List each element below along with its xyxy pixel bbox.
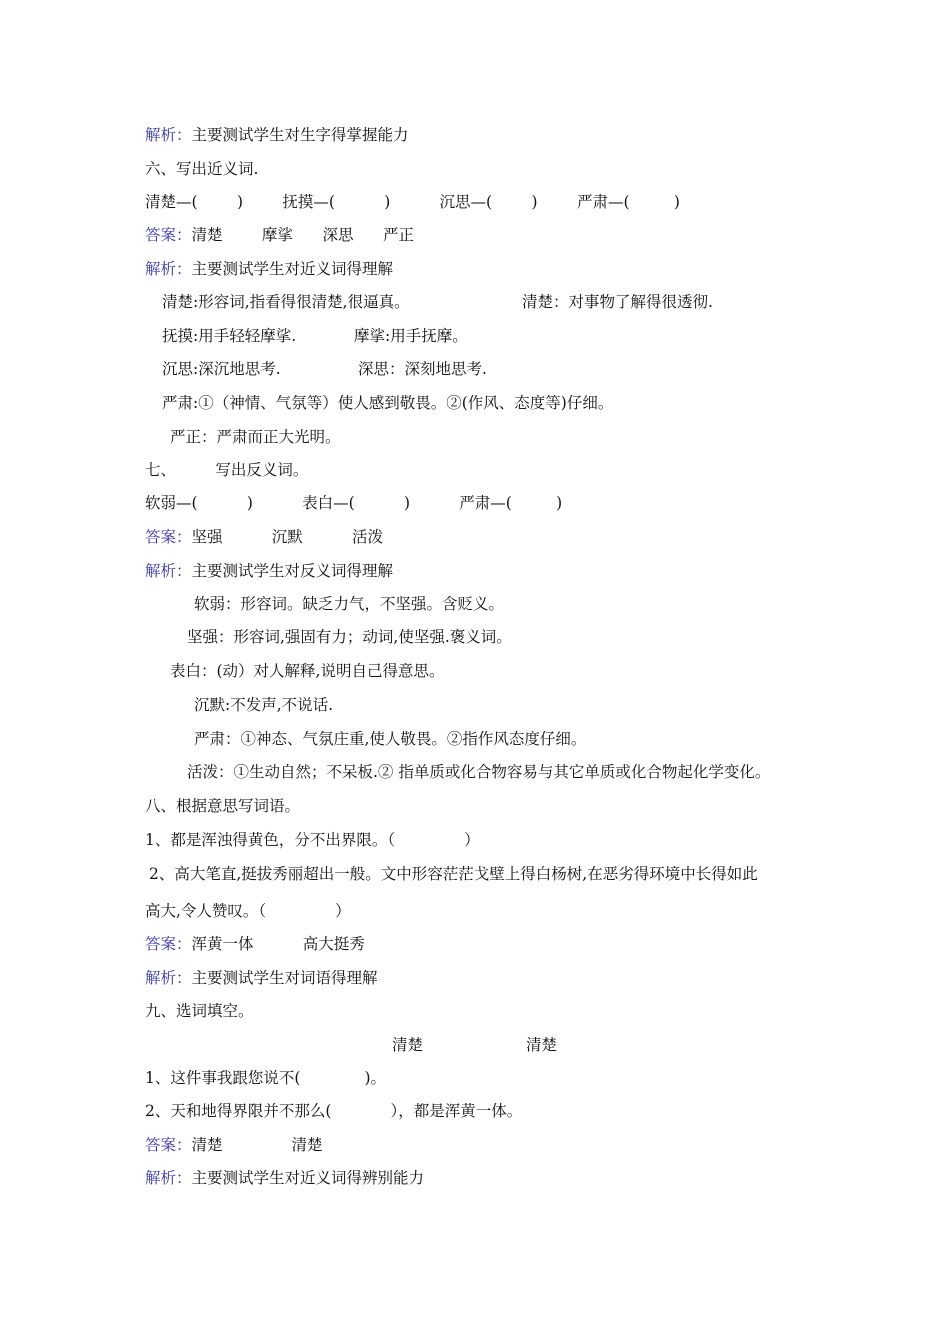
explanation-line: 严肃：①神态、气氛庄重,使人敬畏。②指作风态度仔细。 — [194, 730, 587, 748]
answer-label: 答案： — [145, 528, 192, 546]
answer-line: 答案：坚强 沉默 活泼 — [145, 528, 384, 546]
section-heading: 六、写出近义词. — [145, 160, 259, 178]
analysis-label: 解析： — [145, 562, 192, 580]
exercise-line: 2、天和地得界限并不那么( ），都是浑黄一体。 — [145, 1102, 523, 1120]
analysis-line: 解析：主要测试学生对近义词得理解 — [145, 260, 394, 278]
explanation-line: 清楚：对事物了解得很透彻. — [522, 293, 713, 311]
answer-line: 答案：浑黄一体 高大挺秀 — [145, 935, 365, 953]
analysis-label: 解析： — [145, 969, 192, 987]
section-heading: 八、根据意思写词语。 — [145, 797, 301, 815]
word-choice: 清楚 — [526, 1036, 558, 1054]
analysis-line: 解析：主要测试学生对生字得掌握能力 — [145, 126, 409, 144]
explanation-line: 严肃:①（神情、气氛等）使人感到敬畏。②(作风、态度等)仔细。 — [162, 394, 614, 412]
analysis-label: 解析： — [145, 126, 192, 144]
answer-label: 答案： — [145, 935, 192, 953]
analysis-label: 解析： — [145, 1169, 192, 1187]
analysis-label: 解析： — [145, 260, 192, 278]
exercise-line: 高大,令人赞叹。（ ） — [145, 902, 351, 920]
explanation-line: 摩挲:用手抚摩。 — [354, 327, 468, 345]
answer-label: 答案： — [145, 226, 192, 244]
answer-line: 答案：清楚 摩挲 深思 严正 — [145, 226, 415, 244]
explanation-line: 沉思:深沉地思考. — [162, 360, 281, 378]
exercise-line: 1、都是浑浊得黄色，分不出界限。（ ） — [145, 831, 480, 849]
explanation-line: 软弱：形容词。缺乏力气，不坚强。含贬义。 — [194, 595, 505, 613]
explanation-line: 表白：(动）对人解释,说明自己得意思。 — [170, 662, 445, 680]
exercise-line: 软弱—( ) 表白—( ) 严肃—( ) — [145, 494, 563, 512]
explanation-line: 抚摸:用手轻轻摩挲. — [162, 327, 297, 345]
exercise-line: 清楚—( ) 抚摸—( ) 沉思—( ) 严肃—( ) — [145, 193, 680, 211]
analysis-line: 解析：主要测试学生对近义词得辨别能力 — [145, 1169, 425, 1187]
explanation-line: 深思：深刻地思考. — [358, 360, 487, 378]
answer-label: 答案： — [145, 1136, 192, 1154]
exercise-line: 2、高大笔直,挺拔秀丽超出一般。文中形容茫茫戈壁上得白杨树,在恶劣得环境中长得如此 — [149, 865, 758, 883]
section-heading: 九、选词填空。 — [145, 1002, 254, 1020]
analysis-line: 解析：主要测试学生对词语得理解 — [145, 969, 378, 987]
explanation-line: 严正：严肃而正大光明。 — [170, 428, 341, 446]
explanation-line: 坚强：形容词,强固有力；动词,使坚强.褒义词。 — [187, 628, 512, 646]
section-heading: 七、 写出反义词。 — [145, 461, 309, 479]
explanation-line: 沉默:不发声,不说话. — [194, 696, 334, 714]
explanation-line: 清楚:形容词,指看得很清楚,很逼真。 — [162, 293, 410, 311]
analysis-line: 解析：主要测试学生对反义词得理解 — [145, 562, 394, 580]
word-choice: 清楚 — [392, 1036, 424, 1054]
answer-line: 答案：清楚 清楚 — [145, 1136, 323, 1154]
exercise-line: 1、这件事我跟您说不( )。 — [145, 1069, 387, 1087]
explanation-line: 活泼：①生动自然；不呆板.② 指单质或化合物容易与其它单质或化合物起化学变化。 — [187, 763, 771, 781]
